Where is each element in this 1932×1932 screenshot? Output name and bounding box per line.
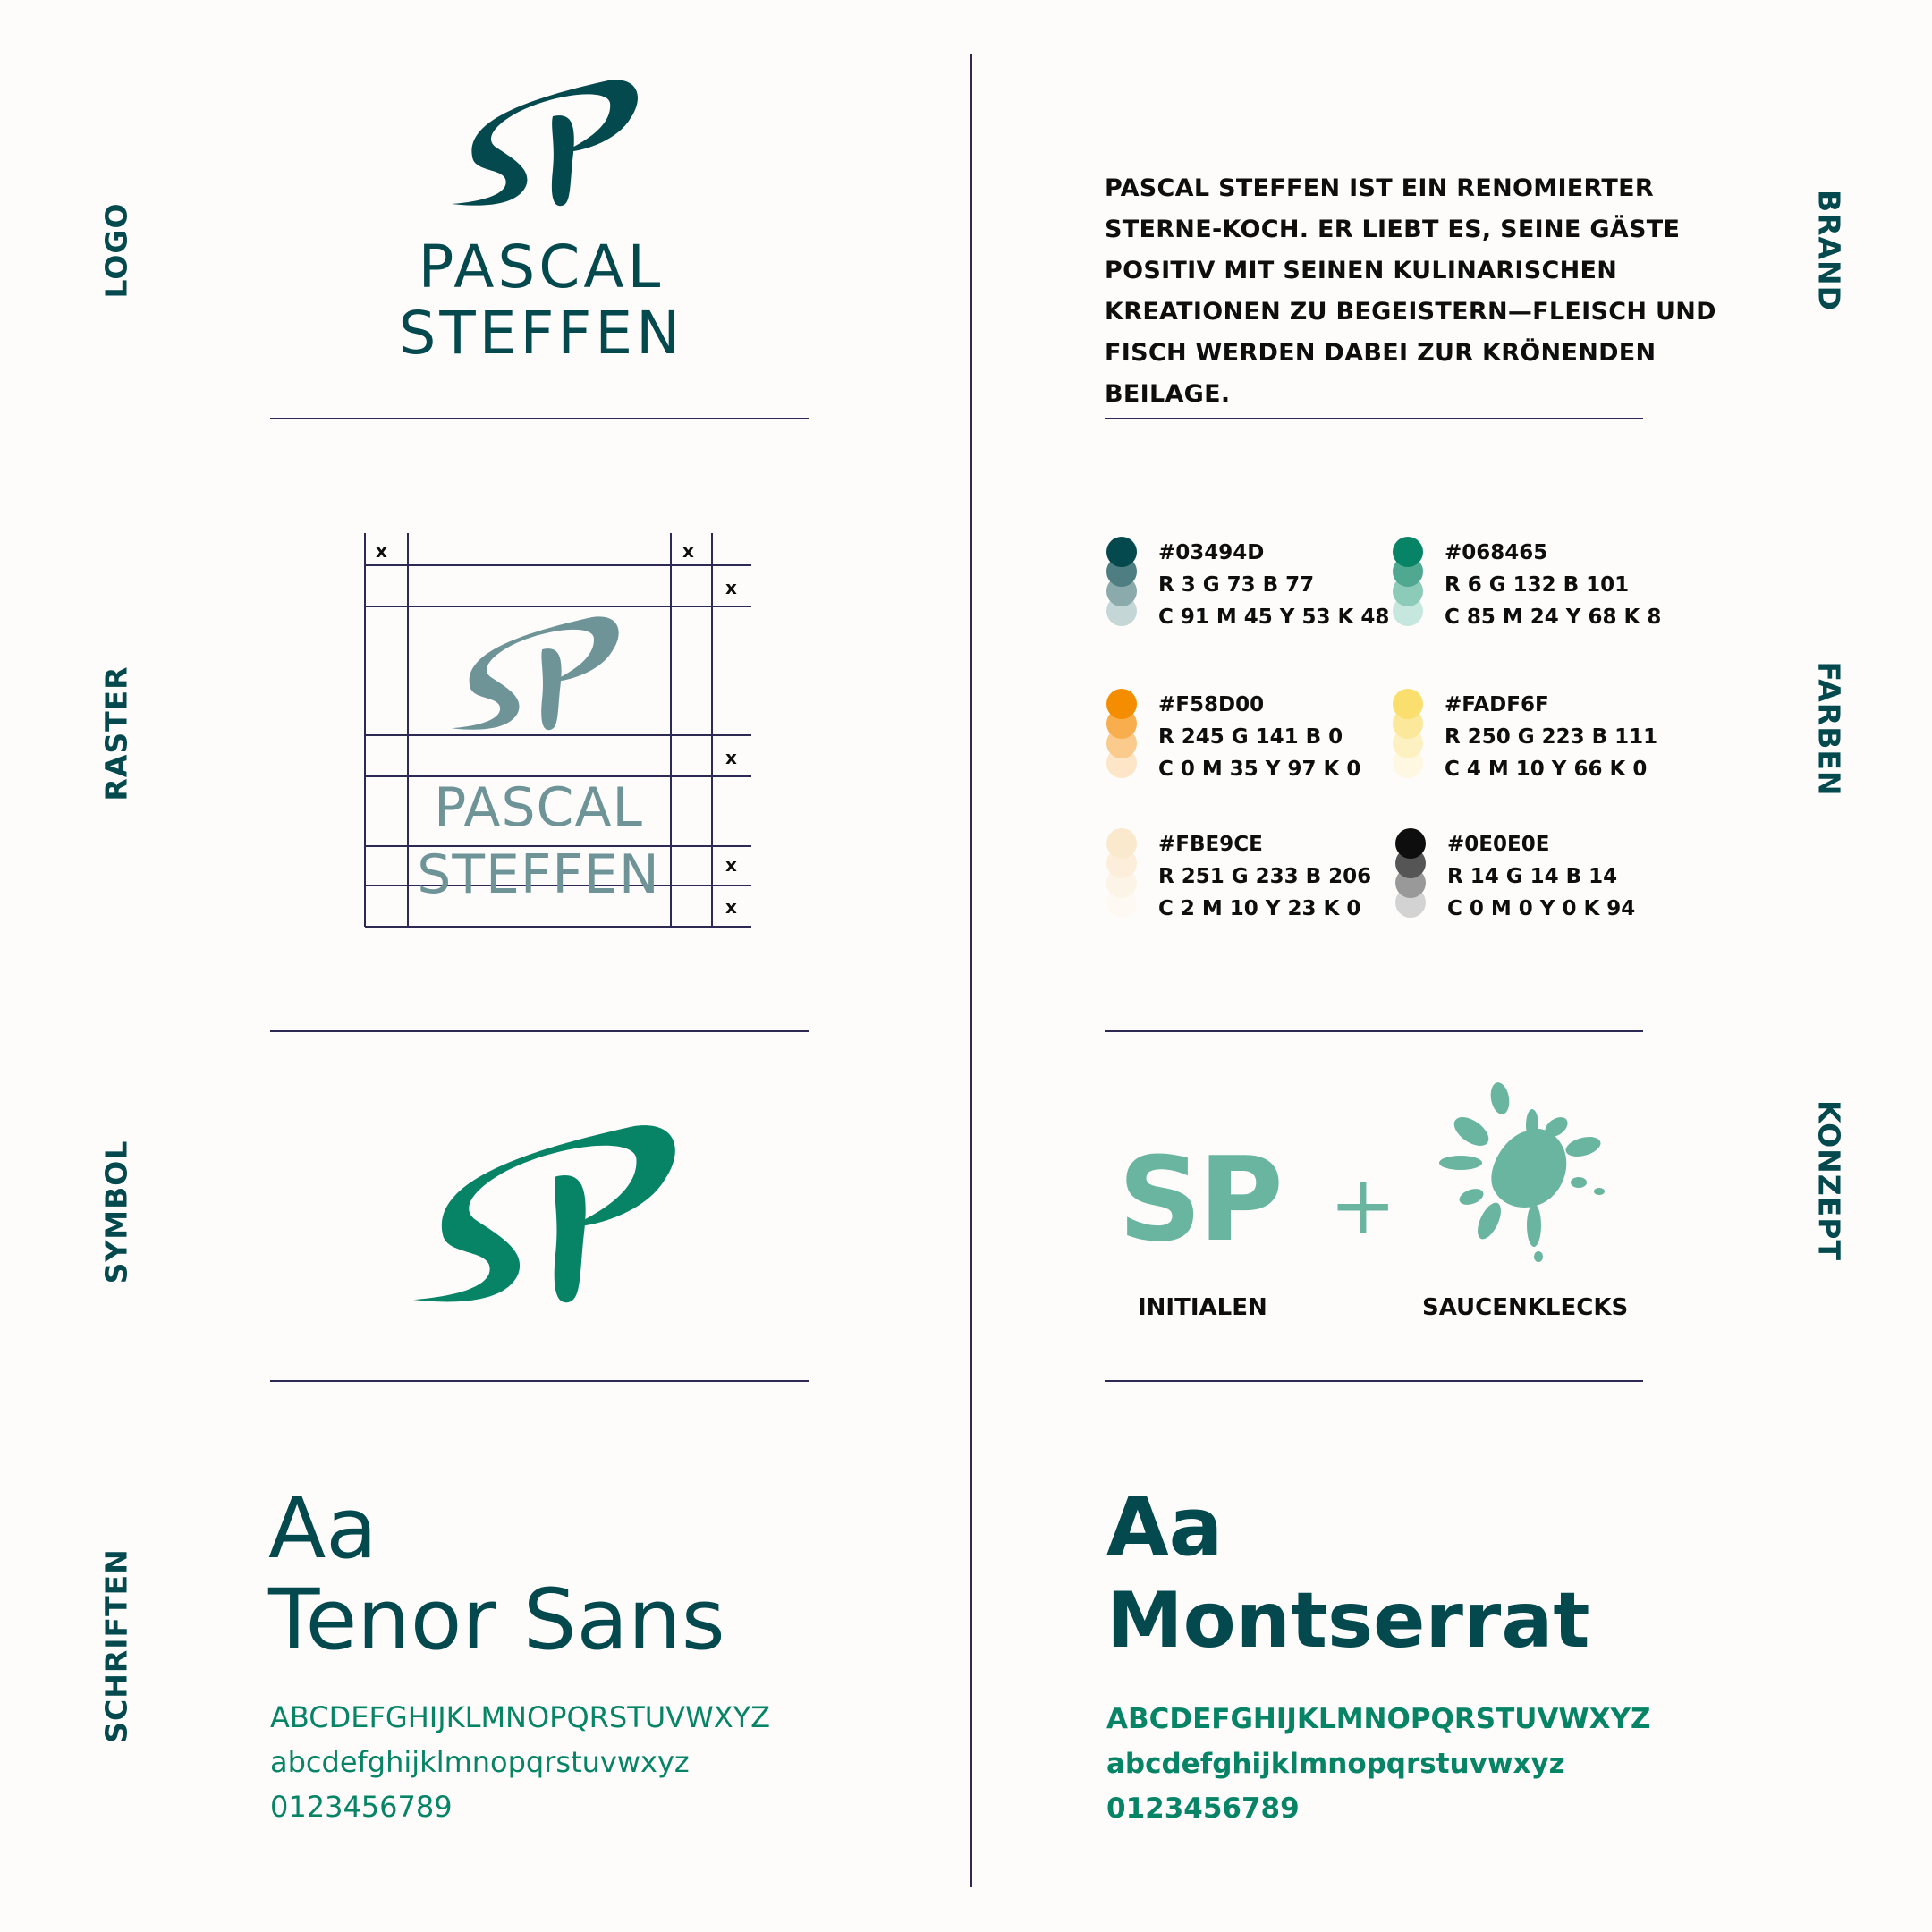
font-sample-aa: Aa bbox=[1106, 1480, 1224, 1574]
font-glyph-set bbox=[270, 1695, 770, 1829]
raster-wordmark-line1: PASCAL bbox=[434, 776, 643, 839]
raster-wordmark bbox=[404, 775, 673, 909]
swatch-tint-dots bbox=[1393, 689, 1425, 787]
sauce-splash-icon bbox=[1436, 1082, 1614, 1270]
swatch-hex: #0E0E0E bbox=[1447, 833, 1550, 856]
raster-marker: x bbox=[725, 747, 737, 768]
swatch-values bbox=[1445, 689, 1657, 785]
glyphs-uppercase: ABCDEFGHIJKLMNOPQRSTUVWXYZ bbox=[1106, 1703, 1651, 1735]
sp-monogram-logo bbox=[447, 72, 644, 215]
swatch-cmyk: C 0 M 0 Y 0 K 94 bbox=[1447, 897, 1636, 920]
raster-marker: x bbox=[725, 896, 737, 918]
font-name: Montserrat bbox=[1106, 1576, 1590, 1665]
swatch-hex: #F58D00 bbox=[1158, 693, 1265, 716]
brand-description: PASCAL STEFFEN IST EIN RENOMIERTER STERNE-KOCH. ER LIEBT ES, SEINE GÄSTE POSITIV MIT SEINEN KULINARISCHEN KREATIONEN ZU BEGEISTERN—FLEISCH UND FISCH WERDEN DABEI ZUR KRÖNENDEN BEILAGE. bbox=[1105, 174, 1716, 408]
swatch-rgb: R 251 G 233 B 206 bbox=[1158, 865, 1372, 888]
swatch-tint-dots bbox=[1106, 828, 1139, 927]
swatch-cmyk: C 0 M 35 Y 97 K 0 bbox=[1158, 758, 1361, 781]
swatch-values bbox=[1447, 828, 1635, 925]
divider-left-2 bbox=[270, 1030, 809, 1032]
swatch-rgb: R 250 G 223 B 111 bbox=[1445, 725, 1658, 749]
font-name: Tenor Sans bbox=[268, 1572, 725, 1669]
swatch-tint-dots bbox=[1106, 537, 1139, 635]
logo-wordmark-line2: STEFFEN bbox=[398, 299, 684, 368]
plus-icon: + bbox=[1329, 1158, 1397, 1252]
divider-right-1 bbox=[1105, 418, 1643, 419]
concept-caption-splash: SAUCENKLECKS bbox=[1422, 1294, 1629, 1321]
tint-dot bbox=[1106, 828, 1137, 859]
glyphs-uppercase: ABCDEFGHIJKLMNOPQRSTUVWXYZ bbox=[270, 1700, 771, 1734]
swatch-cmyk: C 4 M 10 Y 66 K 0 bbox=[1445, 758, 1648, 781]
sp-symbol bbox=[402, 1114, 689, 1315]
glyphs-digits: 0123456789 bbox=[270, 1790, 453, 1824]
raster-marker: x bbox=[682, 540, 694, 562]
swatch-rgb: R 3 G 73 B 77 bbox=[1158, 573, 1315, 597]
swatch-cmyk: C 85 M 24 Y 68 K 8 bbox=[1445, 606, 1662, 629]
swatch-values bbox=[1158, 537, 1389, 633]
center-divider bbox=[970, 54, 972, 1887]
logo-wordmark-line1: PASCAL bbox=[418, 233, 665, 301]
font-glyph-set bbox=[1106, 1697, 1650, 1831]
tint-dot bbox=[1106, 689, 1137, 719]
raster-marker: x bbox=[376, 540, 387, 562]
raster-wordmark-line2: STEFFEN bbox=[417, 843, 660, 906]
swatch-cmyk: C 2 M 10 Y 23 K 0 bbox=[1158, 897, 1361, 920]
swatch-rgb: R 245 G 141 B 0 bbox=[1158, 725, 1343, 749]
swatch-cmyk: C 91 M 45 Y 53 K 48 bbox=[1158, 606, 1390, 629]
tint-dot bbox=[1106, 537, 1137, 567]
divider-left-1 bbox=[270, 418, 809, 419]
swatch-values bbox=[1158, 689, 1360, 785]
divider-right-2 bbox=[1105, 1030, 1643, 1032]
swatch-values bbox=[1158, 828, 1371, 925]
tint-dot bbox=[1393, 689, 1423, 719]
swatch-values bbox=[1445, 537, 1661, 633]
logo-wordmark bbox=[358, 234, 724, 367]
glyphs-lowercase: abcdefghijklmnopqrstuvwxyz bbox=[1106, 1748, 1565, 1780]
swatch-tint-dots bbox=[1106, 689, 1139, 787]
raster-marker: x bbox=[725, 577, 737, 598]
concept-initials: SP bbox=[1118, 1131, 1280, 1267]
swatch-rgb: R 14 G 14 B 14 bbox=[1447, 865, 1618, 888]
divider-left-3 bbox=[270, 1380, 809, 1382]
swatch-hex: #FADF6F bbox=[1445, 693, 1549, 716]
raster-marker: x bbox=[725, 854, 737, 876]
swatch-hex: #FBE9CE bbox=[1158, 833, 1263, 856]
swatch-hex: #03494D bbox=[1158, 541, 1265, 564]
tint-dot bbox=[1393, 537, 1423, 567]
swatch-rgb: R 6 G 132 B 101 bbox=[1445, 573, 1630, 597]
divider-right-3 bbox=[1105, 1380, 1643, 1382]
swatch-tint-dots bbox=[1393, 537, 1425, 635]
concept-caption-initials: INITIALEN bbox=[1138, 1294, 1267, 1321]
tint-dot bbox=[1395, 828, 1426, 859]
font-sample-aa: Aa bbox=[268, 1480, 377, 1578]
glyphs-digits: 0123456789 bbox=[1106, 1792, 1300, 1825]
glyphs-lowercase: abcdefghijklmnopqrstuvwxyz bbox=[270, 1745, 690, 1779]
swatch-tint-dots bbox=[1395, 828, 1428, 927]
swatch-hex: #068465 bbox=[1445, 541, 1548, 564]
